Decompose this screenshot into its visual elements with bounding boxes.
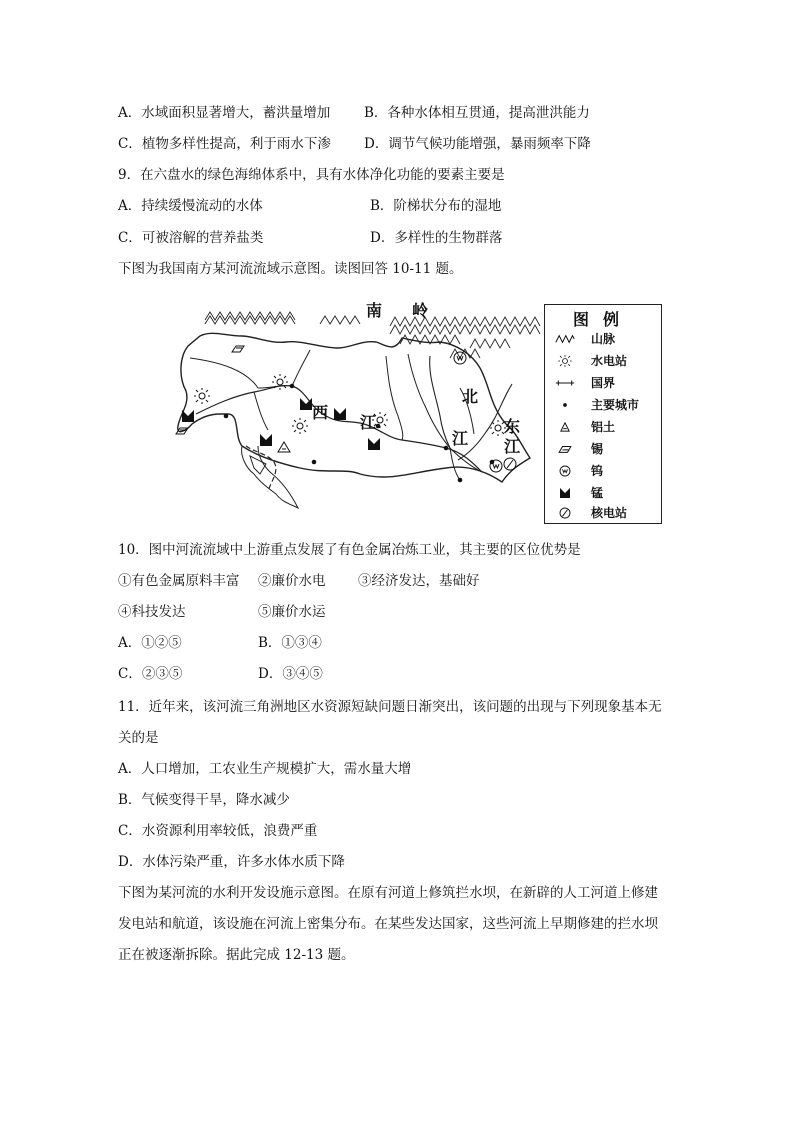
q10-item-4: ④科技发达 [118,604,186,620]
intro-12-13-line-2: 发电站和航道，该设施在河流上密集分布。在某些发达国家，这些河流上早期修建的拦水坝 [118,916,658,932]
manganese-icon [300,398,312,410]
legend-label: 铝土 [591,420,616,434]
city-marker [458,478,463,483]
xi-jiang-river [196,386,482,472]
legend-label: 水电站 [591,354,628,368]
mountain-icon [555,331,575,347]
map-label-jiang-1: 江 [360,413,377,432]
q10-option-d: D．③④⑤ [258,666,323,682]
legend-item-hydropower [551,351,655,371]
legend-label: 锡 [591,442,604,456]
q9-stem: 9．在六盘水的绿色海绵体系中，具有水体净化功能的要素主要是 [118,167,505,183]
manganese-deposits [182,398,380,450]
hydropower-station-icon [555,353,575,369]
q11-option-a: A．人口增加，工农业生产规模扩大，需水量大增 [118,761,412,777]
city-marker [444,446,449,451]
manganese-icon [182,410,194,422]
manganese-icon [368,438,380,450]
map-legend [544,304,662,524]
q11-option-c: C．水资源利用率较低，浪费严重 [118,823,318,839]
map-label-nanling-2: 岭 [412,301,429,320]
q10-option-a: A．①②⑤ [118,635,182,651]
legend-label: 山脉 [591,332,616,346]
q8-option-c: C．植物多样性提高，利于雨水下渗 [118,136,331,152]
tungsten-icon [490,460,502,472]
intro-12-13-line-3: 正在被逐渐拆除。据此完成 12-13 题。 [118,947,355,963]
legend-label: 锰 [591,486,604,500]
q10-item-1: ①有色金属原料丰富 [118,573,240,589]
hydropower-station-icon [194,388,210,404]
q9-option-d: D．多样性的生物群落 [370,230,503,246]
tin-icon [555,441,575,457]
basin-boundary [178,333,530,482]
tungsten-icon [454,352,466,364]
map-label-bei: 北 [462,387,479,406]
q11-option-d: D．水体污染严重，许多水体水质下降 [118,854,345,870]
q9-option-a: A．持续缓慢流动的水体 [118,198,263,214]
q10-item-2: ②廉价水电 [258,573,326,589]
nuclear-plant-icon [555,505,575,521]
nuclear-plant-icon [504,458,516,470]
legend-item-tin [551,439,655,459]
river-basin-map-drawing [150,296,550,526]
q11-option-b: B．气候变得干旱，降水减少 [118,792,290,808]
q8-option-d: D．调节气候功能增强，暴雨频率下降 [364,136,591,152]
map-label-jiang-2: 江 [452,429,469,448]
legend-title: 图例 [572,310,633,329]
q10-item-3: ③经济发达，基础好 [358,573,480,589]
q10-option-c: C．②③⑤ [118,666,183,682]
q10-option-b: B．①③④ [258,635,322,651]
major-city-icon [555,397,575,413]
legend-item-city [551,395,655,415]
map-label-jiang-3: 江 [504,437,521,456]
q10-stem: 10．图中河流流域中上游重点发展了有色金属冶炼工业，其主要的区位优势是 [118,542,581,558]
q8-option-a: A．水域面积显著增大，蓄洪量增加 [118,105,331,121]
bauxite-icon [555,419,575,435]
intro-12-13-line-1: 下图为某河流的水利开发设施示意图。在原有河道上修筑拦水坝，在新辟的人工河道上修建 [118,885,658,901]
city-marker [312,460,317,465]
legend-item-mountain [551,329,655,349]
intro-10-11: 下图为我国南方某河流流域示意图。读图回答 10-11 题。 [118,261,463,277]
legend-label: 国界 [591,376,616,390]
legend-item-bauxite [551,417,655,437]
bauxite-icon [278,442,290,452]
legend-item-border [551,373,655,393]
legend-label: 主要城市 [591,398,640,412]
manganese-icon [260,434,272,446]
hydropower-station-icon [292,418,308,434]
tungsten-icon [555,463,575,479]
q9-option-b: B．阶梯状分布的湿地 [370,198,502,214]
map-label-nanling-1: 南 [366,301,383,320]
national-border [246,446,276,492]
legend-item-nuclear [551,503,655,523]
q11-stem-line-1: 11．近年来，该河流三角洲地区水资源短缺问题日渐突出，该问题的出现与下列现象基本无 [118,699,662,715]
legend-label: 钨 [591,464,604,478]
manganese-icon [555,485,575,501]
city-marker [224,414,229,419]
legend-label: 核电站 [591,506,628,520]
tin-icon [232,346,244,352]
q10-item-5: ⑤廉价水运 [258,604,326,620]
manganese-icon [334,408,346,420]
city-marker [290,384,295,389]
q8-option-b: B．各种水体相互贯通，提高泄洪能力 [364,105,590,121]
map-label-dong: 东 [504,417,521,436]
map-label-xi: 西 [312,403,329,422]
legend-item-manganese [551,483,655,503]
q9-option-c: C．可被溶解的营养盐类 [118,230,264,246]
hydropower-station-icon [272,374,288,390]
q11-stem-line-2: 关的是 [118,730,159,746]
legend-item-tungsten [551,461,655,481]
national-border-icon [555,375,575,391]
